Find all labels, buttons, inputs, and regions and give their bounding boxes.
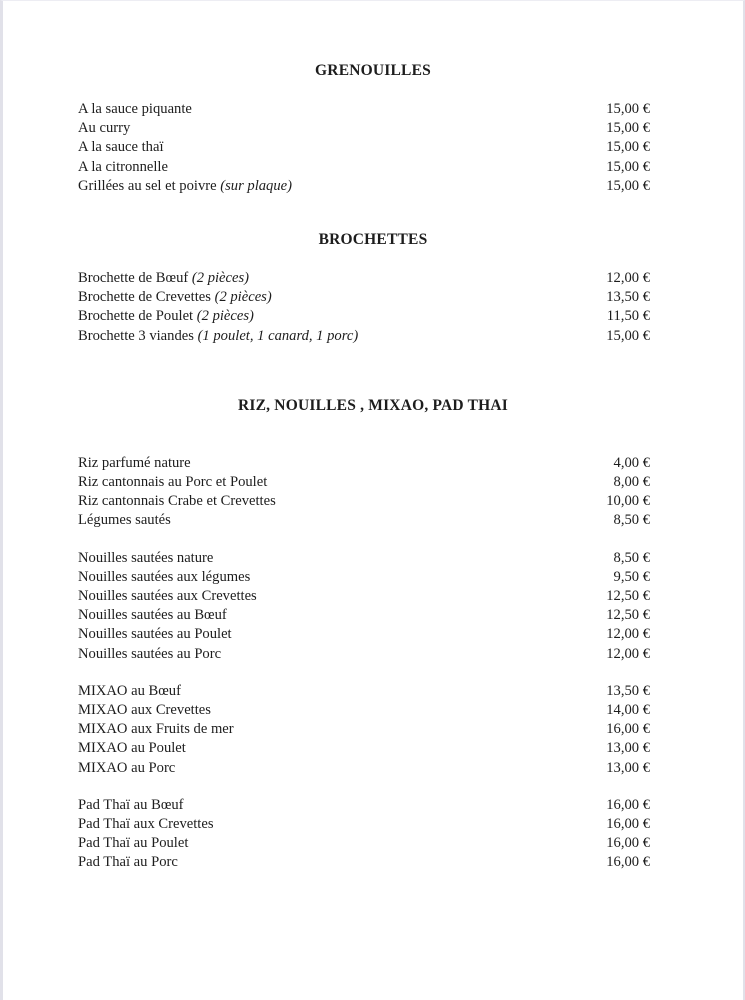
- item-price: 12,50 €: [606, 588, 650, 605]
- item-name: Brochette 3 viandes (1 poulet, 1 canard, 1 porc): [78, 327, 359, 344]
- item-name: MIXAO aux Crevettes: [78, 702, 211, 719]
- item-name: Pad Thaï aux Crevettes: [78, 816, 214, 833]
- item-name: MIXAO au Bœuf: [78, 682, 181, 699]
- item-name: Légumes sautés: [78, 512, 171, 529]
- item-name: MIXAO au Porc: [78, 759, 176, 776]
- menu-sections: [78, 63, 650, 873]
- item-name: Nouilles sautées aux Crevettes: [78, 588, 257, 605]
- menu-group: [78, 454, 650, 531]
- item-price: 8,50 €: [613, 549, 650, 566]
- item-price: 16,00 €: [606, 796, 650, 813]
- item-note: (2 pièces): [214, 289, 272, 306]
- menu-section: [78, 232, 650, 346]
- menu-item-row: [78, 587, 650, 606]
- item-name: A la citronnelle: [78, 158, 168, 175]
- menu-group: [78, 796, 650, 873]
- item-price: 12,50 €: [606, 607, 650, 624]
- item-note: (2 pièces): [196, 308, 254, 325]
- menu-group: [78, 682, 650, 778]
- item-price: 16,00 €: [606, 816, 650, 833]
- section-title: GRENOUILLES: [315, 62, 431, 79]
- item-name: Nouilles sautées au Poulet: [78, 626, 232, 643]
- item-price: 16,00 €: [606, 835, 650, 852]
- item-name: Pad Thaï au Bœuf: [78, 796, 184, 813]
- item-name: Nouilles sautées aux légumes: [78, 568, 251, 585]
- item-name: Brochette de Poulet (2 pièces): [78, 308, 254, 325]
- item-name: Nouilles sautées au Porc: [78, 645, 222, 662]
- item-name: Au curry: [78, 120, 131, 137]
- item-price: 15,00 €: [606, 101, 650, 117]
- menu-item-row: [78, 739, 650, 758]
- menu-item-row: [78, 511, 650, 530]
- menu-item-row: [78, 100, 650, 119]
- item-price: 9,50 €: [613, 568, 650, 585]
- menu-section: [78, 63, 650, 196]
- item-price: 15,00 €: [606, 177, 650, 194]
- item-price: 13,00 €: [606, 740, 650, 757]
- menu-group: [78, 100, 650, 196]
- item-price: 12,00 €: [606, 270, 650, 287]
- item-price: 13,50 €: [606, 682, 650, 699]
- item-price: 16,00 €: [606, 854, 650, 871]
- item-name: A la sauce thaï: [78, 139, 164, 156]
- item-name: Riz parfumé nature: [78, 454, 191, 471]
- item-price: 8,00 €: [613, 474, 650, 491]
- item-price: 12,00 €: [606, 645, 650, 662]
- menu-item-row: [78, 177, 650, 196]
- item-price: 10,00 €: [606, 493, 650, 510]
- item-name: MIXAO aux Fruits de mer: [78, 721, 234, 738]
- menu-item-row: [78, 625, 650, 644]
- item-price: 11,50 €: [606, 308, 650, 325]
- item-price: 15,00 €: [606, 327, 650, 344]
- menu-item-row: [78, 645, 650, 664]
- section-title: RIZ, NOUILLES , MIXAO, PAD THAI: [237, 396, 509, 414]
- item-price: 13,00 €: [606, 759, 650, 776]
- item-name: Grillées au sel et poivre (sur plaque): [78, 177, 292, 194]
- item-price: 16,00 €: [606, 721, 650, 738]
- menu-item-row: [78, 759, 650, 778]
- menu-item-row: [78, 853, 650, 872]
- menu-item-row: [78, 288, 650, 307]
- menu-item-row: [78, 454, 650, 473]
- item-name: MIXAO au Poulet: [78, 740, 186, 757]
- item-price: 15,00 €: [606, 139, 650, 156]
- menu-group: [78, 269, 650, 346]
- item-price: 8,50 €: [613, 512, 650, 529]
- menu-item-row: [78, 119, 650, 138]
- item-note: (2 pièces): [191, 270, 250, 287]
- item-name: Pad Thaï au Poulet: [78, 835, 189, 852]
- item-name: Nouilles sautées nature: [78, 549, 214, 566]
- item-price: 13,50 €: [606, 289, 650, 306]
- item-name: A la sauce piquante: [78, 101, 192, 117]
- item-price: 12,00 €: [606, 626, 650, 643]
- menu-item-row: [78, 815, 650, 834]
- item-name: Brochette de Crevettes (2 pièces): [78, 289, 272, 306]
- item-name: Riz cantonnais au Porc et Poulet: [78, 474, 268, 491]
- item-price: 4,00 €: [613, 454, 650, 471]
- menu-item-row: [78, 834, 650, 853]
- menu-group: [78, 549, 650, 664]
- menu-item-row: [78, 701, 650, 720]
- section-title: BROCHETTES: [318, 231, 428, 249]
- item-name: Riz cantonnais Crabe et Crevettes: [78, 493, 276, 510]
- menu-item-row: [78, 492, 650, 511]
- menu-item-row: [78, 606, 650, 625]
- menu-item-row: [78, 796, 650, 815]
- menu-item-row: [78, 473, 650, 492]
- item-price: 14,00 €: [606, 702, 650, 719]
- menu-item-row: [78, 158, 650, 177]
- menu-section: [78, 398, 650, 873]
- menu-item-row: [78, 682, 650, 701]
- item-note: (sur plaque): [220, 177, 292, 194]
- menu-item-row: [78, 269, 650, 288]
- menu-item-row: [78, 720, 650, 739]
- item-name: Pad Thaï au Porc: [78, 854, 178, 871]
- menu-item-row: [78, 568, 650, 587]
- item-note: (1 poulet, 1 canard, 1 porc): [197, 327, 359, 344]
- item-name: Brochette de Bœuf (2 pièces): [78, 270, 250, 287]
- item-price: 15,00 €: [606, 158, 650, 175]
- item-name: Nouilles sautées au Bœuf: [78, 607, 227, 624]
- item-price: 15,00 €: [606, 120, 650, 137]
- menu-item-row: [78, 307, 650, 326]
- menu-item-row: [78, 549, 650, 568]
- menu-item-row: [78, 138, 650, 157]
- menu-item-row: [78, 327, 650, 346]
